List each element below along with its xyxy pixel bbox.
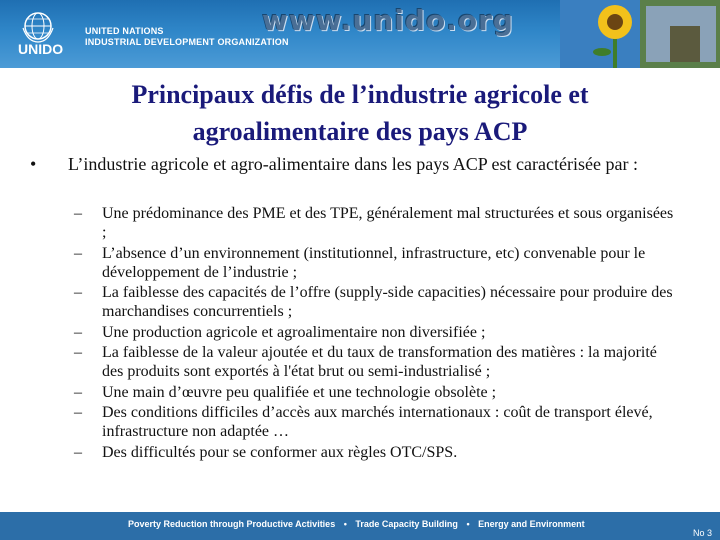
challenges-list — [74, 204, 674, 463]
unido-logo — [18, 10, 80, 56]
intro-bullet-item — [30, 154, 670, 174]
dash-icon: – — [74, 205, 82, 222]
org-line-2: INDUSTRIAL DEVELOPMENT ORGANIZATION — [85, 37, 289, 47]
footer-theme-energy: Energy and Environment — [478, 519, 585, 529]
footer-themes — [128, 519, 585, 529]
list-item — [74, 383, 674, 402]
title-line-2: agroalimentaire des pays ACP — [192, 117, 528, 146]
list-item — [74, 343, 674, 381]
footer-separator: • — [343, 519, 347, 529]
list-item — [74, 283, 674, 321]
list-item-text: Une prédominance des PME et des TPE, généralement mal structurées et sous organisées ; — [102, 205, 674, 241]
dash-icon: – — [74, 404, 82, 421]
list-item-text: L’absence d’un environnement (institutionnel, infrastructure, etc) convenable pour le développement de l’industrie ; — [102, 244, 646, 281]
list-item — [74, 403, 674, 441]
list-item-text: La faiblesse de la valeur ajoutée et du taux de transformation des matières : la majorité des produits sont exportés à l'état brut ou semi-industrialisé ; — [102, 344, 657, 380]
dash-icon: – — [74, 344, 82, 361]
logo-text: UNIDO — [18, 41, 64, 56]
footer-separator: • — [466, 519, 470, 529]
list-item — [74, 244, 674, 282]
page-number: No 3 — [692, 528, 712, 538]
list-item-text: Une production agricole et agroalimentaire non diversifiée ; — [102, 323, 486, 341]
footer-theme-poverty: Poverty Reduction through Productive Activities — [128, 519, 336, 529]
header-photos — [560, 0, 720, 68]
intro-text: L’industrie agricole et agro-alimentaire dans les pays ACP est caractérisée par : — [68, 154, 638, 174]
list-item-text: Une main d’œuvre peu qualifiée et une technologie obsolète ; — [102, 383, 497, 401]
footer-bar — [0, 512, 720, 540]
footer-theme-trade: Trade Capacity Building — [355, 519, 458, 529]
list-item-text: Des conditions difficiles d’accès aux marchés internationaux : coût de transport élevé, infrastructure non adaptée … — [102, 404, 653, 440]
dash-icon: – — [74, 284, 82, 301]
organization-name — [85, 26, 289, 48]
list-item — [74, 323, 674, 342]
bullet-icon: • — [30, 154, 37, 174]
org-line-1: UNITED NATIONS — [85, 26, 164, 36]
list-item — [74, 204, 674, 242]
website-url[interactable]: www.unido.org — [262, 4, 514, 37]
dash-icon: – — [74, 443, 82, 461]
header-banner — [0, 0, 720, 68]
slide-title — [20, 76, 700, 150]
list-item-text: Des difficultés pour se conformer aux règles OTC/SPS. — [102, 443, 458, 461]
dash-icon: – — [74, 244, 82, 262]
title-line-1: Principaux défis de l’industrie agricole et — [131, 80, 589, 109]
list-item — [74, 443, 674, 462]
dash-icon: – — [74, 323, 82, 341]
dash-icon: – — [74, 383, 82, 401]
list-item-text: La faiblesse des capacités de l’offre (supply-side capacities) nécessaire pour produire des marchandises concurrentiels ; — [102, 284, 673, 320]
